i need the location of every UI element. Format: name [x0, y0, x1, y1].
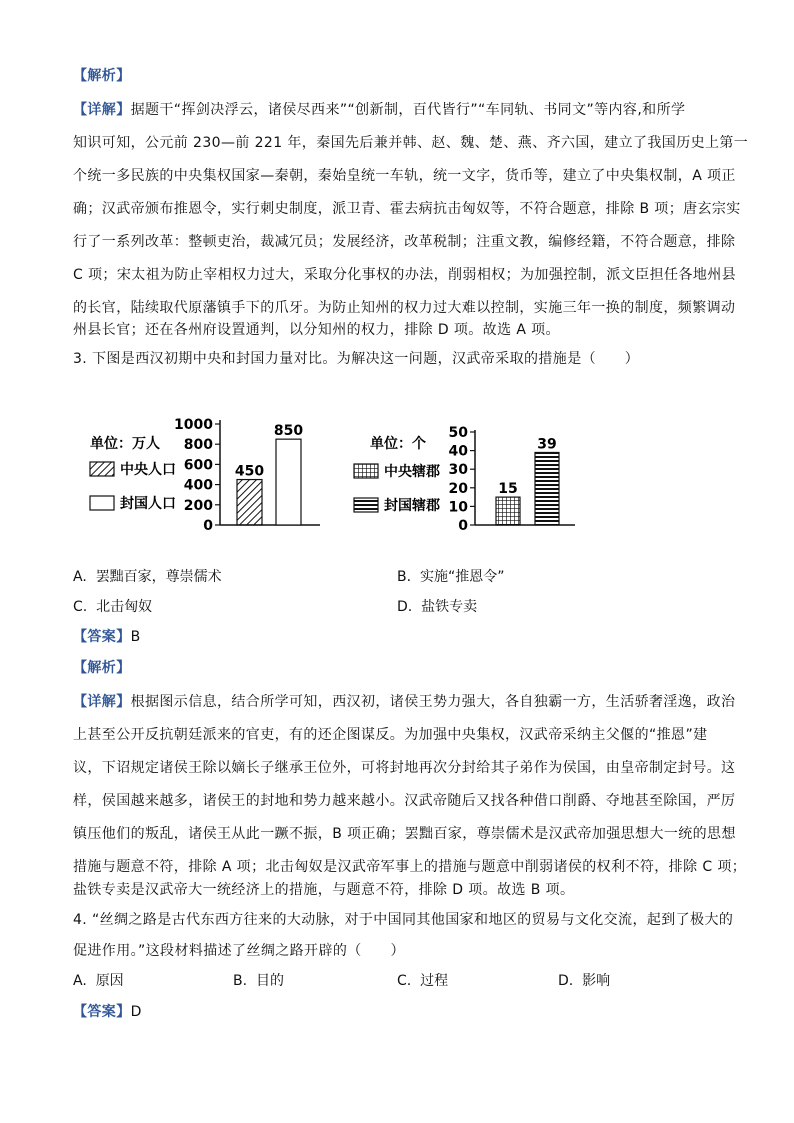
question-stem: 3. 下图是西汉初期中央和封国力量对比。为解决这一问题，汉武帝采取的措施是（ ） — [73, 351, 640, 367]
detail-line: 议，下诏规定诸侯王除以嫡长子继承王位外，可将封地再次分封给其子弟作为侯国，由皇帝制定封号。这 — [73, 760, 736, 776]
y-tick-label: 0 — [458, 518, 468, 533]
detail-line: 确；汉武帝颁布推恩令，实行刺史制度，派卫青、霍去病抗击匈奴等，不符合题意，排除 B 项；唐玄宗实 — [73, 201, 741, 217]
detail-label: 【详解】 — [73, 694, 131, 710]
legend-swatch-central — [90, 462, 114, 476]
y-tick-label: 1000 — [174, 417, 213, 433]
analysis-label: 【解析】 — [73, 68, 131, 84]
option-c: C. 过程 — [397, 973, 449, 989]
detail-label: 【详解】 — [73, 102, 131, 118]
legend-swatch-fief — [90, 496, 114, 510]
detail-line: 知识可知，公元前 230—前 221 年，秦国先后兼并韩、赵、魏、楚、燕、齐六国，建立了我国历史上第一 — [73, 135, 749, 151]
bar-fief-commanderies — [535, 452, 559, 525]
y-tick-label: 800 — [183, 437, 213, 454]
detail-line: 行了一系列改革：整顿吏治，裁减冗员；发展经济，改革税制；注重文教，编修经籍，不符合题意，排除 — [73, 234, 736, 250]
option-a: A. 罢黜百家，尊崇儒术 — [73, 569, 222, 585]
legend-label-central: 中央辖郡 — [384, 464, 440, 480]
legend-swatch-fief — [354, 498, 378, 512]
y-tick-label: 400 — [183, 477, 213, 494]
legend-label-fief: 封国人口 — [120, 496, 176, 512]
question-stem: 促进作用。”这段材料描述了丝绸之路开辟的（ ） — [73, 943, 405, 959]
option-d: D. 影响 — [558, 973, 611, 989]
detail-line: 样，侯国越来越多，诸侯王的封地和势力越来越小。汉武帝随后又找各种借口削爵、夺地甚至除国，严厉 — [73, 793, 736, 809]
detail-line: 盐铁专卖是汉武帝大一统经济上的措施，与题意不符，排除 D 项。故选 B 项。 — [73, 882, 575, 898]
option-c: C. 北击匈奴 — [73, 599, 153, 615]
unit-label: 单位：万人 — [90, 436, 160, 452]
analysis-label: 【解析】 — [73, 660, 131, 676]
value-label-fief-commanderies: 39 — [537, 436, 557, 453]
detail-line: 州县长官；还在各州府设置通判，以分知州的权力，排除 D 项。故选 A 项。 — [73, 322, 560, 338]
y-tick-label: 40 — [448, 443, 468, 460]
legend-label-central: 中央人口 — [120, 462, 176, 478]
y-tick-label: 20 — [448, 480, 468, 497]
commandery-chart — [350, 420, 590, 533]
y-tick-label: 50 — [448, 425, 468, 441]
answer-line — [73, 627, 723, 647]
detail-line: 上甚至公开反抗朝廷派来的官吏，有的还企图谋反。为加强中央集权，汉武帝采纳主父偃的“推恩”建 — [73, 727, 708, 743]
answer-label: 【答案】 — [73, 1004, 131, 1020]
legend-swatch-central — [354, 464, 378, 478]
answer-value: B — [130, 629, 141, 645]
answer-value: D — [130, 1004, 142, 1020]
y-tick-label: 30 — [448, 462, 468, 479]
legend-label-fief: 封国辖郡 — [384, 498, 440, 514]
bar-fief-population — [276, 439, 301, 525]
value-label-central-population: 450 — [234, 463, 265, 480]
detail-line: 措施与题意不符，排除 A 项；北击匈奴是汉武帝军事上的措施与题意中削弱诸侯的权利不符，排除 C 项； — [73, 859, 747, 875]
detail-line: 【详解】据题干“挥剑决浮云，诸侯尽西来”“创新制，百代皆行”“车同轨、书同文”等内容,和所学 — [73, 102, 686, 118]
y-tick-label: 10 — [448, 499, 468, 516]
answer-label: 【答案】 — [73, 629, 131, 645]
bar-central-population — [237, 480, 262, 525]
bar-central-commanderies — [496, 497, 520, 525]
detail-line: 的长官，陆续取代原藩镇手下的爪牙。为防止知州的权力过大难以控制，实施三年一换的制度，频繁调动 — [73, 300, 736, 316]
population-chart — [80, 408, 330, 533]
value-label-fief-population: 850 — [273, 423, 304, 440]
detail-line: 个统一多民族的中央集权国家—秦朝，秦始皇统一车轨，统一文字，货币等，建立了中央集权制，A 项正 — [73, 168, 736, 184]
option-b: B. 实施“推恩令” — [397, 569, 505, 585]
answer-line — [73, 1002, 723, 1022]
option-d: D. 盐铁专卖 — [397, 599, 478, 615]
option-b: B. 目的 — [233, 973, 284, 989]
detail-line: 镇压他们的叛乱，诸侯王从此一蹶不振，B 项正确；罢黜百家，尊崇儒术是汉武帝加强思想大一统的思想 — [73, 826, 736, 842]
y-tick-label: 200 — [183, 497, 213, 514]
detail-line: 【详解】根据图示信息，结合所学可知，西汉初，诸侯王势力强大，各自独霸一方，生活骄奢淫逸，政治 — [73, 694, 736, 710]
value-label-central-commanderies: 15 — [498, 481, 518, 498]
option-a: A. 原因 — [73, 973, 124, 989]
question-stem: 4. “丝绸之路是古代东西方往来的大动脉，对于中国同其他国家和地区的贸易与文化交流，起到了极大的 — [73, 912, 734, 928]
y-tick-label: 600 — [183, 457, 213, 474]
y-tick-label: 0 — [203, 518, 213, 533]
unit-label: 单位：个 — [370, 436, 426, 452]
detail-line: C 项；宋太祖为防止宰相权力过大，采取分化事权的办法，削弱相权；为加强控制，派文臣担任各地州县 — [73, 267, 737, 283]
